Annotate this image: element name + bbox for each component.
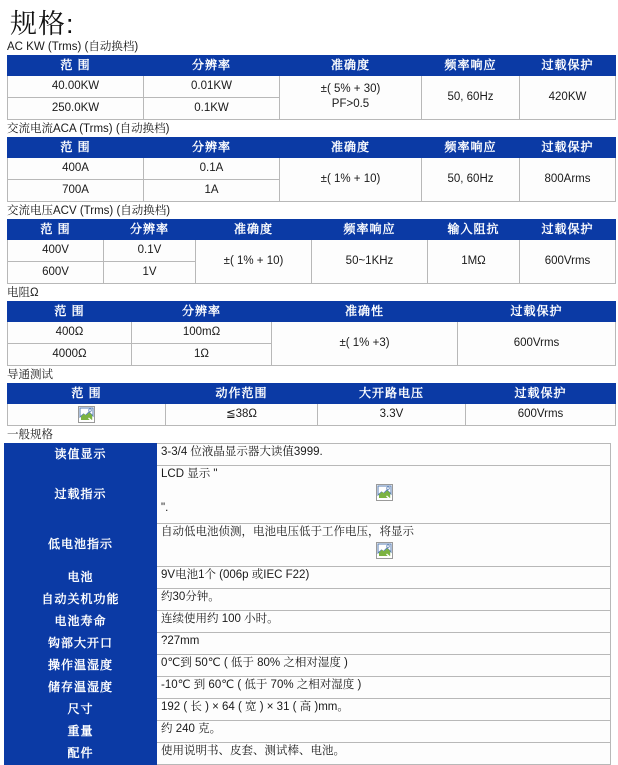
cell-resolution: 0.1A — [144, 157, 280, 179]
col-header-resolution: 分辨率 — [144, 55, 280, 75]
col-header-resolution: 分辨率 — [144, 137, 280, 157]
broken-image-icon — [376, 542, 393, 559]
table-header-row — [8, 383, 616, 403]
table-acv — [7, 219, 616, 284]
col-header-open-circuit-voltage: 大开路电压 — [318, 383, 466, 403]
general-row-storage-temp-humidity — [5, 676, 611, 698]
cell-overload-protection: 600Vrms — [458, 321, 616, 365]
col-header-accuracy: 准确度 — [196, 219, 312, 239]
cell-frequency-response: 50, 60Hz — [422, 75, 520, 119]
cell-resolution: 0.1KW — [144, 97, 280, 119]
general-key: 自动关机功能 — [5, 588, 157, 610]
general-value: 连续使用约 100 小时。 — [157, 610, 611, 632]
table-header-row — [8, 55, 616, 75]
overload-icon-wrap — [161, 482, 607, 501]
section-caption-acv: 交流电压ACV (Trms) (自动换档) — [7, 204, 171, 217]
general-key: 过载指示 — [5, 465, 157, 523]
general-row-operating-temp-humidity — [5, 654, 611, 676]
table-row — [8, 321, 616, 343]
col-header-frequency-response: 频率响应 — [422, 55, 520, 75]
overload-value-suffix: ". — [161, 501, 169, 514]
cell-overload-protection: 600Vrms — [466, 403, 616, 425]
col-header-input-impedance: 输入阻抗 — [428, 219, 520, 239]
accuracy-line-1: ±( 5% + 30) — [320, 83, 381, 96]
col-header-resolution: 分辨率 — [132, 301, 272, 321]
cell-range: 4000Ω — [8, 343, 132, 365]
section-ac-kw — [0, 40, 618, 120]
cell-range-icon — [8, 403, 166, 425]
section-caption-general: 一般规格 — [7, 428, 53, 441]
cell-accuracy — [280, 75, 422, 119]
general-row-overload-indication — [5, 465, 611, 523]
section-caption-continuity: 导通测试 — [7, 368, 53, 381]
general-row-auto-power-off — [5, 588, 611, 610]
col-header-accuracy: 准确度 — [280, 55, 422, 75]
cell-range: 40.00KW — [8, 75, 144, 97]
general-value: 约 240 克。 — [157, 720, 611, 742]
broken-image-icon — [376, 484, 393, 501]
col-header-range: 范 围 — [8, 55, 144, 75]
general-key: 尺寸 — [5, 698, 157, 720]
general-key: 配件 — [5, 742, 157, 764]
col-header-accuracy: 准确度 — [280, 137, 422, 157]
table-header-row — [8, 219, 616, 239]
general-row-battery — [5, 566, 611, 588]
cell-range: 400Ω — [8, 321, 132, 343]
general-row-dimensions — [5, 698, 611, 720]
col-header-overload-protection: 过载保护 — [520, 55, 616, 75]
cell-open-circuit-voltage: 3.3V — [318, 403, 466, 425]
col-header-range: 范 围 — [8, 137, 144, 157]
col-header-overload-protection: 过载保护 — [520, 137, 616, 157]
section-caption-resistance: 电阻Ω — [7, 286, 39, 299]
table-row — [8, 403, 616, 425]
general-value: 3-3/4 位液晶显示器大读值3999. — [157, 443, 611, 465]
cell-range: 400V — [8, 239, 104, 261]
table-ac-kw — [7, 55, 616, 120]
section-resistance — [0, 286, 618, 366]
col-header-resolution: 分辨率 — [104, 219, 196, 239]
accuracy-line-2: PF>0.5 — [331, 98, 370, 111]
col-header-range: 范 围 — [8, 219, 104, 239]
general-value — [157, 523, 611, 566]
general-key: 读值显示 — [5, 443, 157, 465]
low-battery-value-prefix: 自动低电池侦测，电池电压低于工作电压，将显示 — [161, 525, 414, 538]
cell-range: 700A — [8, 179, 144, 201]
table-header-row — [8, 137, 616, 157]
general-value: 0℃到 50℃ ( 低于 80% 之相对湿度 ) — [157, 654, 611, 676]
general-value: -10℃ 到 60℃ ( 低于 70% 之相对湿度 ) — [157, 676, 611, 698]
cell-overload-protection: 420KW — [520, 75, 616, 119]
cell-resolution: 1A — [144, 179, 280, 201]
page-title: 规格: — [10, 9, 75, 39]
general-row-reading-display — [5, 443, 611, 465]
cell-input-impedance: 1MΩ — [428, 239, 520, 283]
general-key: 钩部大开口 — [5, 632, 157, 654]
general-row-weight — [5, 720, 611, 742]
table-general-specs — [4, 443, 611, 765]
general-row-battery-life — [5, 610, 611, 632]
general-value — [157, 465, 611, 523]
cell-accuracy: ±( 1% + 10) — [196, 239, 312, 283]
cell-range: 250.0KW — [8, 97, 144, 119]
col-header-frequency-response: 频率响应 — [422, 137, 520, 157]
table-row — [8, 75, 616, 97]
cell-accuracy: ±( 1% + 10) — [280, 157, 422, 201]
cell-overload-protection: 800Arms — [520, 157, 616, 201]
col-header-frequency-response: 频率响应 — [312, 219, 428, 239]
cell-range: 400A — [8, 157, 144, 179]
broken-image-icon — [78, 406, 95, 423]
table-aca — [7, 137, 616, 202]
table-row — [8, 157, 616, 179]
overload-value-prefix: LCD 显示 " — [161, 467, 218, 480]
table-resistance — [7, 301, 616, 366]
general-value: 9V电池1个 (006p 或IEC F22) — [157, 566, 611, 588]
general-row-accessories — [5, 742, 611, 764]
general-key: 操作温湿度 — [5, 654, 157, 676]
table-header-row — [8, 301, 616, 321]
col-header-action-range: 动作范围 — [166, 383, 318, 403]
general-row-jaw-opening — [5, 632, 611, 654]
section-general — [0, 428, 618, 765]
general-key: 重量 — [5, 720, 157, 742]
section-caption-ac-kw: AC KW (Trms) (自动换档) — [7, 40, 139, 53]
cell-accuracy: ±( 1% +3) — [272, 321, 458, 365]
general-value: 192 ( 长 ) × 64 ( 宽 ) × 31 ( 高 )mm。 — [157, 698, 611, 720]
cell-action-range: ≦38Ω — [166, 403, 318, 425]
cell-resolution: 1Ω — [132, 343, 272, 365]
low-battery-icon-wrap — [161, 540, 607, 559]
cell-overload-protection: 600Vrms — [520, 239, 616, 283]
section-aca — [0, 122, 618, 202]
section-caption-aca: 交流电流ACA (Trms) (自动换档) — [7, 122, 170, 135]
cell-frequency-response: 50~1KHz — [312, 239, 428, 283]
general-key: 低电池指示 — [5, 523, 157, 566]
cell-resolution: 0.1V — [104, 239, 196, 261]
col-header-overload-protection: 过载保护 — [466, 383, 616, 403]
general-key: 电池 — [5, 566, 157, 588]
section-acv — [0, 204, 618, 284]
table-row — [8, 239, 616, 261]
col-header-accuracy: 准确性 — [272, 301, 458, 321]
general-value: 约30分钟。 — [157, 588, 611, 610]
col-header-range: 范 围 — [8, 301, 132, 321]
section-continuity — [0, 368, 618, 426]
table-continuity — [7, 383, 616, 426]
cell-resolution: 100mΩ — [132, 321, 272, 343]
col-header-overload-protection: 过载保护 — [458, 301, 616, 321]
cell-resolution: 0.01KW — [144, 75, 280, 97]
general-value: ?27mm — [157, 632, 611, 654]
cell-resolution: 1V — [104, 261, 196, 283]
col-header-overload-protection: 过载保护 — [520, 219, 616, 239]
col-header-range: 范 围 — [8, 383, 166, 403]
general-value: 使用说明书、皮套、测试棒、电池。 — [157, 742, 611, 764]
general-row-low-battery-indication — [5, 523, 611, 566]
general-key: 电池寿命 — [5, 610, 157, 632]
general-key: 储存温湿度 — [5, 676, 157, 698]
cell-range: 600V — [8, 261, 104, 283]
cell-frequency-response: 50, 60Hz — [422, 157, 520, 201]
